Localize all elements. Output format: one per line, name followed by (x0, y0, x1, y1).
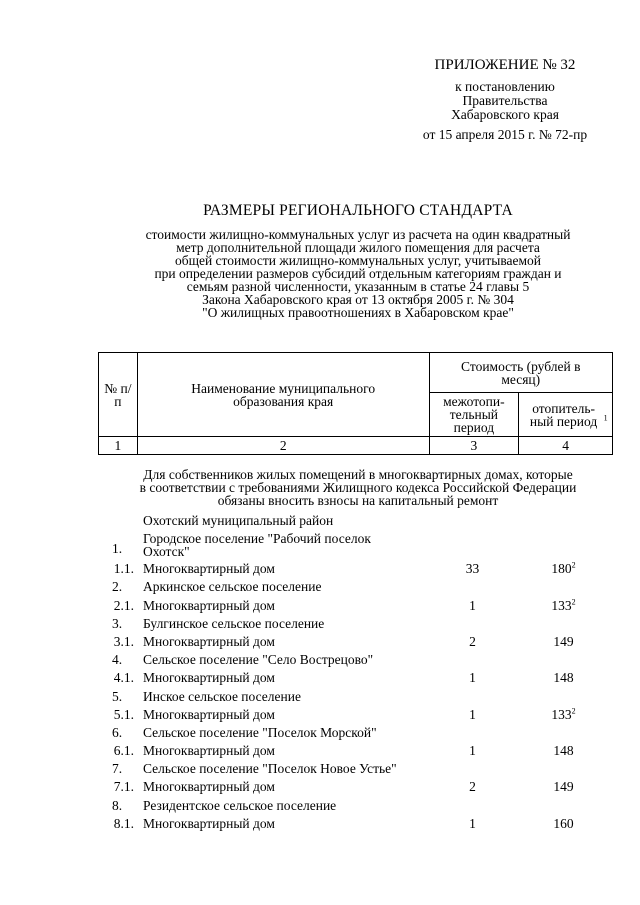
row-number: 3.1. (113, 633, 134, 649)
row-number: 7.1. (113, 779, 134, 795)
row-name: Городское поселение "Рабочий поселок Охотск" (143, 531, 371, 560)
row-name: Многоквартирный дом (143, 779, 275, 795)
row-name: Аркинское сельское поселение (143, 579, 322, 595)
table-row (98, 514, 613, 532)
row-value-inter: 1 (469, 815, 476, 831)
row-name: Инское сельское поселение (143, 688, 301, 704)
row-name: Охотский муниципальный район (143, 513, 334, 528)
subtitle-line: при определении размеров субсидий отдельным категориям граждан и (154, 266, 562, 281)
footnote-mark: 1 (603, 413, 608, 422)
header-heat-period: отопитель-ный период $^1$ (519, 393, 613, 437)
row-value-heat: $180^2$ (551, 560, 576, 577)
row-name: Многоквартирный дом (143, 743, 275, 759)
group-description (108, 468, 608, 507)
table-row (98, 562, 613, 580)
row-number: 2. (111, 579, 123, 595)
group-line: обязаны вносить взносы на капитальный ремонт (217, 493, 499, 508)
appendix-label: ПРИЛОЖЕНИЕ № 32 (434, 57, 576, 73)
row-name: Многоквартирный дом (143, 815, 275, 831)
table-row (98, 690, 613, 708)
table-row (98, 599, 613, 617)
table-body (98, 514, 613, 835)
row-number: 8.1. (113, 815, 134, 831)
appendix-block (380, 58, 630, 142)
row-value-heat: 149 (553, 633, 574, 649)
row-number: 7. (111, 761, 123, 777)
row-number: 1.1. (113, 561, 134, 577)
header-num: № п/п (99, 353, 138, 437)
row-value-heat: $133^2$ (551, 706, 576, 722)
row-value-inter: 33 (465, 561, 480, 577)
table-row (98, 708, 613, 726)
footnote-mark: 2 (571, 706, 576, 716)
header-index: 4 (519, 437, 613, 455)
table-row (98, 799, 613, 817)
table-row (98, 580, 613, 598)
footnote-mark: 2 (571, 560, 576, 570)
table-row (98, 635, 613, 653)
document-subtitle (110, 228, 606, 319)
row-name: Многоквартирный дом (143, 633, 275, 649)
row-value-heat: 149 (553, 779, 574, 795)
row-value-inter: 1 (469, 706, 476, 722)
row-value-heat: 148 (553, 670, 574, 686)
header-inter-period: межотопи-тельный период (429, 393, 519, 437)
row-number: 2.1. (113, 597, 134, 613)
header-cost: Стоимость (рублей в месяц) (429, 353, 612, 393)
appendix-line-3: Хабаровского края (451, 107, 559, 122)
row-value-inter: 1 (469, 743, 476, 759)
footnote-mark: 2 (571, 597, 576, 607)
row-value-heat: $133^2$ (551, 597, 576, 613)
table-row (98, 617, 613, 635)
group-line: в соответствии с требованиями Жилищного кодекса Российской Федерации (139, 480, 577, 495)
table-row (98, 780, 613, 798)
appendix-date: от 15 апреля 2015 г. № 72-пр (422, 127, 588, 142)
row-number: 4. (111, 652, 123, 668)
subtitle-line: метр дополнительной площади жилого помещения для расчета (176, 240, 540, 255)
row-number: 5. (111, 688, 123, 704)
appendix-line-2: Правительства (462, 93, 548, 108)
row-name: Многоквартирный дом (143, 561, 275, 577)
group-line: Для собственников жилых помещений в многоквартирных домах, которые (143, 467, 573, 482)
row-number: 1. (111, 541, 123, 557)
row-name: Резидентское сельское поселение (143, 797, 337, 813)
header-index: 3 (429, 437, 519, 455)
row-name: Многоквартирный дом (143, 670, 275, 686)
header-name: Наименование муниципального образования края (137, 353, 429, 437)
row-number: 3. (111, 615, 123, 631)
row-number: 6. (111, 724, 123, 740)
row-name: Булгинское сельское поселение (143, 615, 325, 631)
row-value-heat: 148 (553, 743, 574, 759)
table-row (98, 726, 613, 744)
row-name: Сельское поселение "Село Вострецово" (143, 652, 374, 668)
header-index: 1 (99, 437, 138, 455)
table-row (98, 532, 613, 562)
subtitle-line: стоимости жилищно-коммунальных услуг из расчета на один квадратный (145, 227, 571, 242)
row-value-inter: 2 (469, 779, 476, 795)
row-value-heat: 160 (553, 815, 574, 831)
row-name: Сельское поселение "Поселок Морской" (143, 724, 377, 740)
table-row (98, 744, 613, 762)
appendix-line-1: к постановлению (455, 79, 555, 94)
row-value-inter: 1 (469, 597, 476, 613)
table-row (98, 762, 613, 780)
row-name: Многоквартирный дом (143, 597, 275, 613)
row-number: 5.1. (113, 706, 134, 722)
header-index: 2 (137, 437, 429, 455)
table-row (98, 653, 613, 671)
subtitle-line: семьям разной численности, указанным в статье 24 главы 5 (186, 279, 530, 294)
subtitle-line: общей стоимости жилищно-коммунальных услуг, учитываемой (174, 253, 542, 268)
row-value-inter: 1 (469, 670, 476, 686)
row-value-inter: 2 (469, 633, 476, 649)
row-number: 4.1. (113, 670, 134, 686)
document-title: РАЗМЕРЫ РЕГИОНАЛЬНОГО СТАНДАРТА (203, 202, 513, 219)
row-name: Многоквартирный дом (143, 706, 275, 722)
row-name: Сельское поселение "Поселок Новое Устье" (143, 761, 397, 777)
row-number: 6.1. (113, 743, 134, 759)
subtitle-line: "О жилищных правоотношениях в Хабаровском крае" (202, 305, 514, 320)
subtitle-line: Закона Хабаровского края от 13 октября 2005 г. № 304 (202, 292, 514, 307)
table-row (98, 671, 613, 689)
table-header (98, 352, 613, 455)
row-number: 8. (111, 797, 123, 813)
table-row (98, 817, 613, 835)
